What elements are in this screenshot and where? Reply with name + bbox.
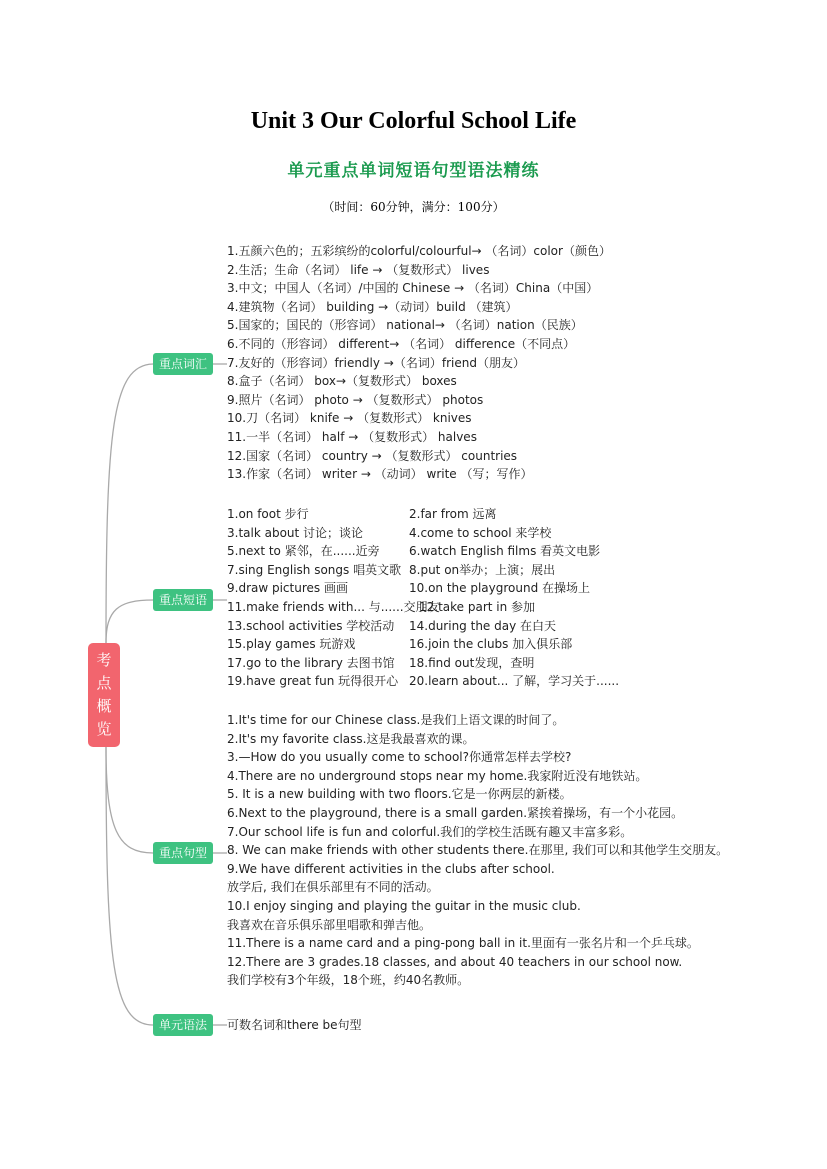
- sentence-item: 8. We can make friends with other students there.在那里, 我们可以和其他学生交朋友。: [227, 843, 729, 858]
- vocab-item: 4.建筑物（名词） building →（动词）build （建筑）: [227, 299, 518, 314]
- phrase-item: 18.find out发现，查明: [409, 655, 535, 670]
- sentence-item: 10.I enjoy singing and playing the guitar in the music club.: [227, 898, 581, 913]
- phrase-row: [227, 542, 647, 561]
- vocab-item: 9.照片（名词） photo → （复数形式） photos: [227, 392, 484, 407]
- sentence-item: 12.There are 3 grades.18 classes, and about 40 teachers in our school now.: [227, 954, 683, 969]
- root-char: 览: [96, 720, 112, 738]
- branch-phrases-label: 重点短语: [153, 589, 213, 611]
- phrase-row: [227, 561, 647, 580]
- phrase-item: 17.go to the library 去图书馆: [227, 655, 395, 670]
- sentences-list: [227, 711, 728, 990]
- mindmap-root: [88, 643, 120, 747]
- document-subtitle: 单元重点单词短语句型语法精练: [287, 161, 540, 181]
- vocab-list: [227, 242, 611, 484]
- phrase-item: 1.on foot 步行: [227, 507, 309, 521]
- phrase-row: [227, 672, 647, 691]
- sentence-item: 3.—How do you usually come to school?你通常怎样去学校?: [227, 750, 572, 765]
- vocab-item: 6.不同的（形容词） different→ （名词） difference（不同点）: [227, 336, 576, 351]
- vocab-item: 7.友好的（形容词）friendly →（名词）friend（朋友）: [227, 355, 525, 370]
- phrase-item: 13.school activities 学校活动: [227, 618, 395, 633]
- phrase-row: [227, 598, 647, 617]
- sentence-item: 11.There is a name card and a ping-pong ball in it.里面有一张名片和一个乒乓球。: [227, 936, 699, 951]
- phrase-item: 6.watch English films 看英文电影: [409, 544, 601, 559]
- sentence-item: 7.Our school life is fun and colorful.我们的学校生活既有趣又丰富多彩。: [227, 824, 633, 839]
- phrase-item: 5.next to 紧邻，在......近旁: [227, 544, 380, 559]
- vocab-item: 10.刀（名词） knife → （复数形式） knives: [227, 411, 472, 426]
- branch-sentences-label: 重点句型: [153, 842, 213, 864]
- sentence-item: 9.We have different activities in the clubs after school.: [227, 861, 555, 876]
- phrase-row: [227, 617, 647, 636]
- phrase-item: 3.talk about 讨论；谈论: [227, 525, 364, 540]
- phrase-item: 4.come to school 来学校: [409, 525, 552, 540]
- vocab-item: 3.中文；中国人（名词）/中国的 Chinese → （名词）China（中国）: [227, 281, 599, 296]
- phrase-item: 7.sing English songs 唱英文歌: [227, 562, 402, 577]
- phrase-item: 8.put on举办；上演；展出: [409, 562, 556, 577]
- phrase-item: 16.join the clubs 加入俱乐部: [409, 637, 573, 652]
- vocab-item: 13.作家（名词） writer → （动词） write （写；写作）: [227, 467, 533, 482]
- document-title: Unit 3 Our Colorful School Life: [250, 108, 577, 134]
- branch-grammar-label: 单元语法: [153, 1014, 213, 1036]
- vocab-item: 2.生活；生命（名词） life → （复数形式） lives: [227, 262, 490, 277]
- connector-phrases: [106, 600, 153, 643]
- vocab-item: 5.国家的；国民的（形容词） national→ （名词）nation（民族）: [227, 318, 583, 333]
- root-char: 考: [96, 651, 112, 669]
- vocab-item: 12.国家（名词） country → （复数形式） countries: [227, 448, 518, 463]
- phrase-item: 12.take part in 参加: [419, 599, 536, 614]
- phrase-item: 2.far from 远离: [409, 507, 497, 521]
- vocab-item: 1.五颜六色的；五彩缤纷的colorful/colourful→ （名词）color（颜色）: [227, 244, 611, 258]
- sentence-item: 4.There are no underground stops near my home.我家附近没有地铁站。: [227, 768, 648, 783]
- grammar-text: 可数名词和there be句型: [227, 1018, 362, 1032]
- sentence-item: 我喜欢在音乐俱乐部里唱歌和弹吉他。: [227, 917, 432, 932]
- phrase-row: [227, 579, 647, 598]
- vocab-item: 8.盒子（名词） box→（复数形式） boxes: [227, 374, 457, 389]
- sentence-item: 1.It's time for our Chinese class.是我们上语文课的时间了。: [227, 713, 565, 727]
- connector-grammar: [106, 747, 153, 1025]
- sentence-item: 5. It is a new building with two floors.它是一你两层的新楼。: [227, 787, 572, 802]
- phrase-item: 10.on the playground 在操场上: [409, 581, 591, 596]
- branch-vocab-label: 重点词汇: [153, 353, 213, 375]
- phrase-row: [227, 505, 647, 524]
- connector-sentences: [106, 747, 153, 853]
- time-score-info: （时间：60分钟，满分：100分）: [322, 200, 505, 214]
- root-char: 点: [96, 674, 112, 692]
- sentence-item: 放学后, 我们在俱乐部里有不同的活动。: [227, 880, 439, 895]
- phrase-item: 20.learn about... 了解，学习关于......: [409, 674, 620, 689]
- phrase-row: [227, 524, 647, 543]
- phrase-row: [227, 654, 647, 673]
- phrase-item: 14.during the day 在白天: [409, 618, 557, 633]
- root-char: 概: [96, 697, 112, 715]
- phrase-item: 9.draw pictures 画画: [227, 581, 348, 596]
- phrase-row: [227, 635, 647, 654]
- connector-vocab: [106, 364, 153, 643]
- vocab-item: 11.一半（名词） half → （复数形式） halves: [227, 429, 477, 444]
- phrase-item: 11.make friends with... 与......交朋友: [227, 599, 440, 614]
- phrases-list: [227, 505, 647, 691]
- sentence-item: 6.Next to the playground, there is a small garden.紧挨着操场，有一个小花园。: [227, 805, 684, 820]
- phrase-item: 15.play games 玩游戏: [227, 637, 356, 652]
- phrase-item: 19.have great fun 玩得很开心: [227, 674, 399, 689]
- sentence-item: 2.It's my favorite class.这是我最喜欢的课。: [227, 731, 475, 746]
- sentence-item: 我们学校有3个年级，18个班，约40名教师。: [227, 973, 470, 988]
